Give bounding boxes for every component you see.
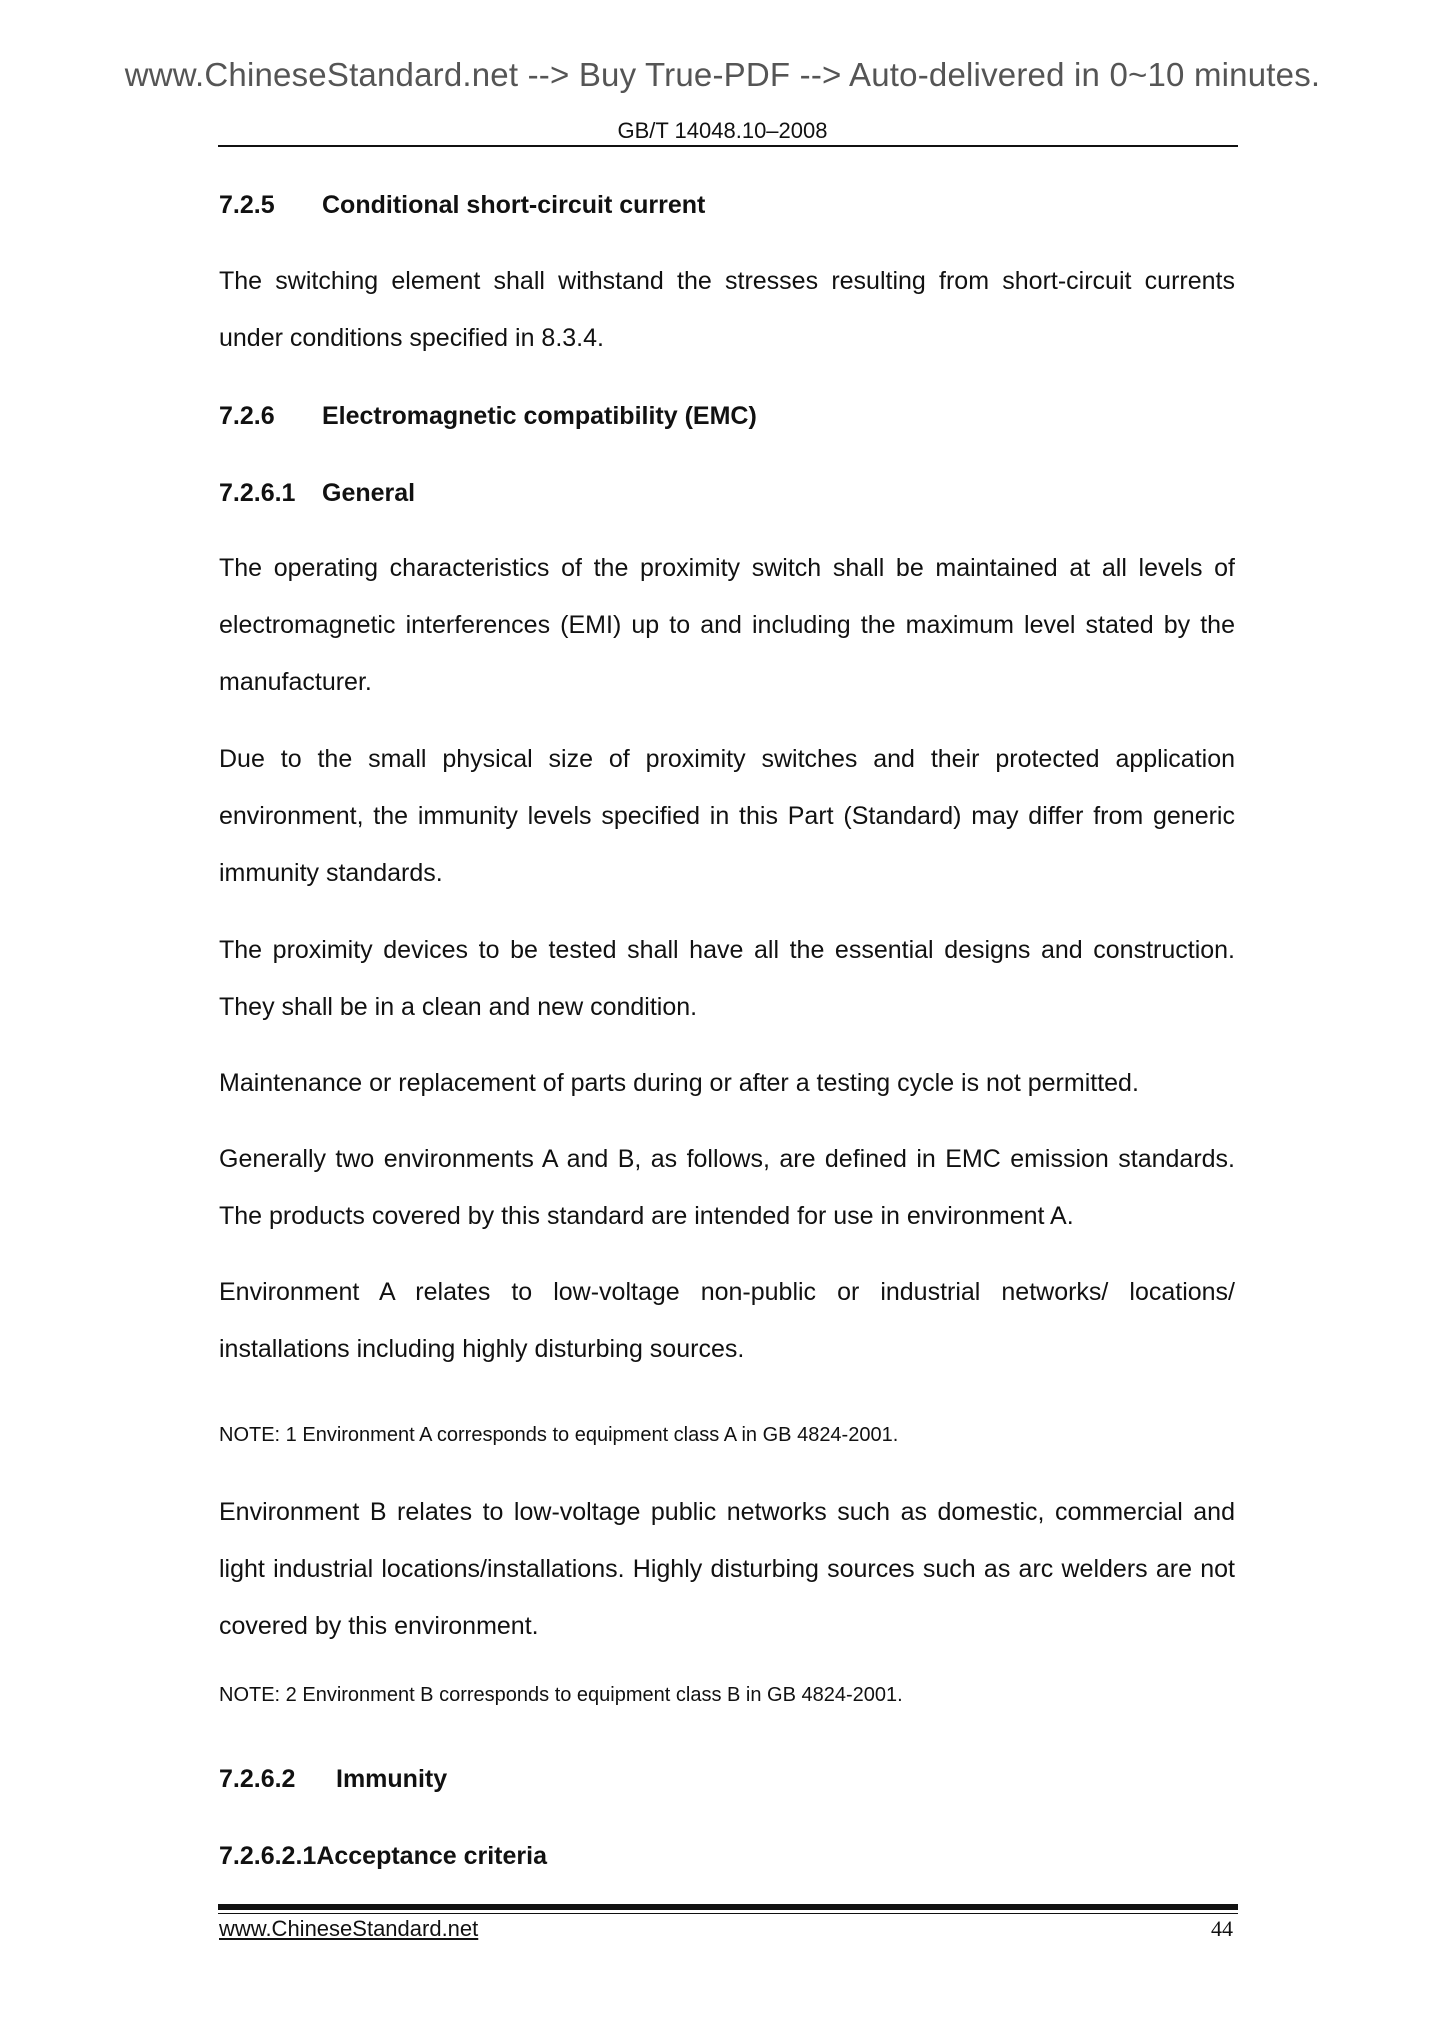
paragraph-operating-characteristics: The operating characteristics of the proximity switch shall be maintained at all levels of electromagnetic interferences (EMI) up to and including the maximum level stated by the manufacturer.	[219, 554, 1235, 696]
standard-code: GB/T 14048.10–2008	[617, 118, 828, 143]
section-number: 7.2.6.2	[219, 1765, 296, 1793]
section-title: Immunity	[336, 1765, 448, 1793]
section-title: Acceptance criteria	[316, 1842, 547, 1870]
paragraph-physical-size: Due to the small physical size of proximity switches and their protected application environment, the immunity levels specified in this Part (Standard) may differ from generic immunity standards.	[219, 745, 1235, 887]
section-title: Electromagnetic compatibility (EMC)	[322, 402, 757, 430]
section-title: Conditional short-circuit current	[322, 191, 706, 219]
section-number: 7.2.6.1	[219, 479, 296, 507]
section-number: 7.2.6.2.1	[219, 1842, 317, 1870]
heading-7-2-6-2-1	[219, 1841, 1235, 1871]
paragraph-environment-a: Environment A relates to low-voltage non-public or industrial networks/ locations/ installations including highly disturbing sources.	[219, 1278, 1235, 1363]
section-number: 7.2.6	[219, 402, 275, 430]
paragraph-environment-b: Environment B relates to low-voltage public networks such as domestic, commercial and light industrial locations/installations. Highly disturbing sources such as arc welders are not covered by this environment.	[219, 1498, 1235, 1640]
footer-website-link[interactable]: www.ChineseStandard.net	[219, 1916, 479, 1941]
heading-7-2-6-1	[219, 478, 1235, 508]
section-title: General	[322, 479, 416, 507]
paragraph-maintenance: Maintenance or replacement of parts during or after a testing cycle is not permitted.	[219, 1069, 1139, 1097]
paragraph-environments: Generally two environments A and B, as follows, are defined in EMC emission standards. The products covered by this standard are intended for use in environment A.	[219, 1145, 1235, 1230]
page-number: 44	[1211, 1916, 1233, 1941]
paragraph-short-circuit: The switching element shall withstand the stresses resulting from short-circuit currents under conditions specified in 8.3.4.	[219, 267, 1235, 352]
section-number: 7.2.5	[219, 191, 275, 219]
paragraph-devices-tested: The proximity devices to be tested shall have all the essential designs and construction. They shall be in a clean and new condition.	[219, 936, 1235, 1021]
heading-7-2-6	[219, 401, 1235, 431]
footer-divider-thick	[218, 1904, 1238, 1910]
header-divider	[218, 145, 1238, 147]
note-2: NOTE: 2 Environment B corresponds to equipment class B in GB 4824-2001.	[219, 1684, 903, 1706]
footer-divider-thin	[218, 1913, 1238, 1914]
promo-banner: www.ChineseStandard.net --> Buy True-PDF --> Auto-delivered in 0~10 minutes.	[124, 56, 1321, 93]
heading-7-2-6-2	[219, 1764, 1235, 1794]
note-1: NOTE: 1 Environment A corresponds to equipment class A in GB 4824-2001.	[219, 1424, 899, 1446]
heading-7-2-5	[219, 190, 1235, 220]
